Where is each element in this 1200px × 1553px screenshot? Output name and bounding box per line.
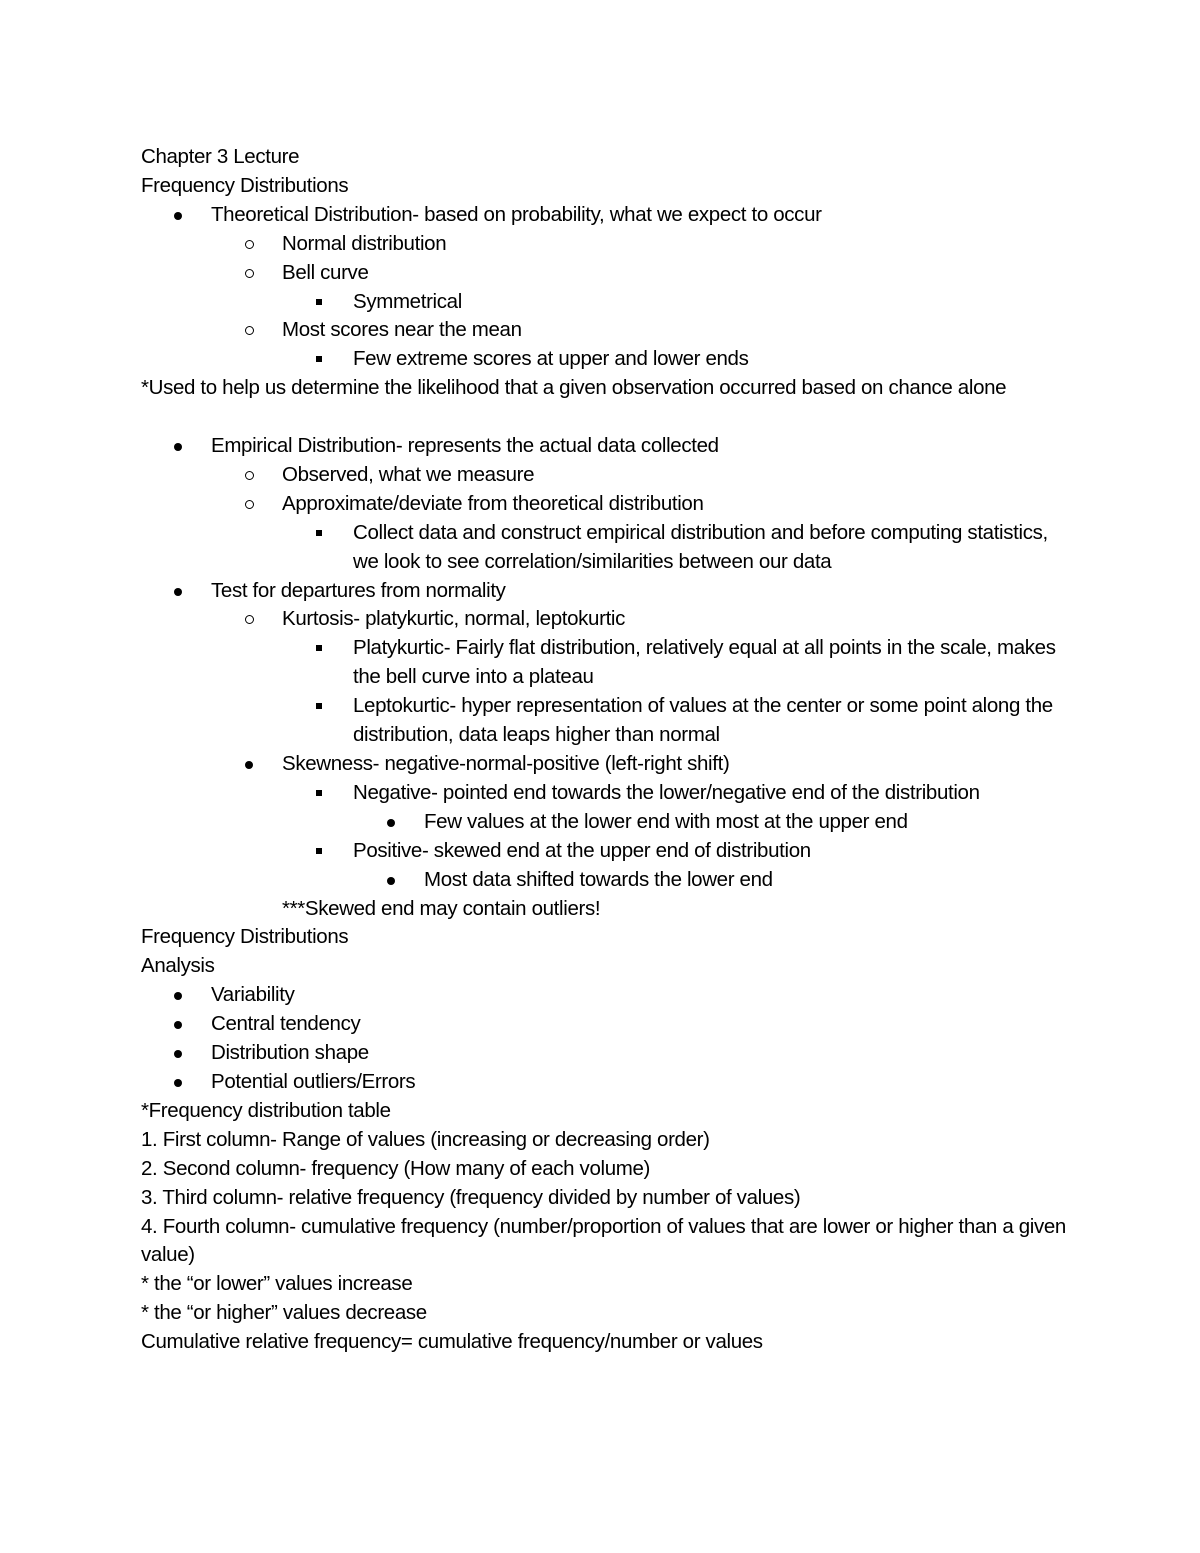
list-item xyxy=(141,519,1071,577)
list-item xyxy=(141,837,1071,866)
bullet-disc-icon xyxy=(174,1050,182,1058)
list-item-text: Observed, what we measure xyxy=(282,462,535,486)
list-item xyxy=(141,201,1071,230)
list-item-text: Variability xyxy=(211,983,295,1007)
table-step: 1. First column- Range of values (increasing or decreasing order) xyxy=(141,1127,710,1151)
table-step: 3. Third column- relative frequency (frequency divided by number of values) xyxy=(141,1185,801,1209)
list-item-text: Distribution shape xyxy=(211,1041,369,1065)
list-item xyxy=(141,779,1071,808)
list-item xyxy=(141,750,1071,779)
spacer xyxy=(141,403,1071,432)
section-heading-frequency-distributions: Frequency Distributions xyxy=(141,173,349,197)
list-item-text: Most data shifted towards the lower end xyxy=(424,867,773,891)
document-title: Chapter 3 Lecture xyxy=(141,145,300,168)
list-item xyxy=(141,605,1071,634)
table-step: 4. Fourth column- cumulative frequency (number/proportion of values that are lower or higher than a given value) xyxy=(141,1214,1066,1267)
list-item xyxy=(141,461,1071,490)
list-item-text: Approximate/deviate from theoretical distribution xyxy=(282,491,704,515)
bullet-square-icon xyxy=(316,645,322,651)
list-item-text: Collect data and construct empirical distribution and before computing statistics, we look to see correlation/similarities between our data xyxy=(353,520,1048,573)
list-item-text: Few extreme scores at upper and lower ends xyxy=(353,347,749,371)
list-item-text: Positive- skewed end at the upper end of distribution xyxy=(353,838,811,862)
list-item xyxy=(141,230,1071,259)
list-item-text: Normal distribution xyxy=(282,231,447,255)
bullet-square-icon xyxy=(316,703,322,709)
table-heading: *Frequency distribution table xyxy=(141,1098,391,1122)
bullet-circle-icon xyxy=(245,615,254,624)
bullet-circle-icon xyxy=(245,471,254,480)
bullet-circle-icon xyxy=(245,240,254,249)
bullet-square-icon xyxy=(316,790,322,796)
note-or-lower: * the “or lower” values increase xyxy=(141,1272,413,1296)
list-item xyxy=(141,345,1071,374)
note-or-higher: * the “or higher” values decrease xyxy=(141,1301,427,1325)
cumulative-relative-frequency: Cumulative relative frequency= cumulative frequency/number or values xyxy=(141,1330,763,1354)
list-item xyxy=(141,1010,1071,1039)
list-item xyxy=(141,490,1071,519)
bullet-disc-icon xyxy=(174,1079,182,1087)
bullet-disc-icon xyxy=(387,819,395,827)
list-item-text: Negative- pointed end towards the lower/negative end of the distribution xyxy=(353,780,980,804)
list-item-text: Platykurtic- Fairly flat distribution, relatively equal at all points in the scale, makes the bell curve into a plateau xyxy=(353,636,1056,689)
list-item xyxy=(141,866,1071,895)
bullet-square-icon xyxy=(316,299,322,305)
list-item xyxy=(141,316,1071,345)
list-item-text: Skewness- negative-normal-positive (left-right shift) xyxy=(282,752,730,776)
bullet-square-icon xyxy=(316,356,322,362)
analysis-heading: Analysis xyxy=(141,954,215,978)
bullet-disc-icon xyxy=(174,1021,182,1029)
list-item xyxy=(141,1068,1071,1097)
bullet-circle-icon xyxy=(245,269,254,278)
bullet-disc-icon xyxy=(174,212,182,220)
list-item xyxy=(141,1039,1071,1068)
list-item-text: Test for departures from normality xyxy=(211,578,506,602)
list-item xyxy=(141,692,1071,750)
list-item xyxy=(141,634,1071,692)
list-item-text: Kurtosis- platykurtic, normal, leptokurtic xyxy=(282,607,626,631)
bullet-disc-icon xyxy=(174,443,182,451)
list-item-text: Most scores near the mean xyxy=(282,318,522,342)
bullet-circle-icon xyxy=(245,500,254,509)
document-body xyxy=(141,143,1071,1357)
section-heading-frequency-distributions-2: Frequency Distributions xyxy=(141,925,349,949)
list-item-text: Theoretical Distribution- based on probability, what we expect to occur xyxy=(211,202,822,226)
list-item xyxy=(141,259,1071,288)
list-item-text: Leptokurtic- hyper representation of values at the center or some point along the distribution, data leaps higher than normal xyxy=(353,694,1053,747)
list-item-text: Potential outliers/Errors xyxy=(211,1069,416,1093)
list-item xyxy=(141,432,1071,461)
bullet-disc-icon xyxy=(387,877,395,885)
list-item-text: Central tendency xyxy=(211,1012,361,1036)
note-used: *Used to help us determine the likelihood that a given observation occurred based on chance alone xyxy=(141,376,1007,400)
note-outliers: ***Skewed end may contain outliers! xyxy=(282,896,601,920)
list-item-text: Empirical Distribution- represents the actual data collected xyxy=(211,434,719,458)
bullet-square-icon xyxy=(316,530,322,536)
list-item-text: Symmetrical xyxy=(353,289,462,313)
bullet-disc-icon xyxy=(174,588,182,596)
list-item xyxy=(141,808,1071,837)
list-item xyxy=(141,981,1071,1010)
list-item-text: Bell curve xyxy=(282,260,369,284)
bullet-disc-icon xyxy=(174,992,182,1000)
bullet-square-icon xyxy=(316,848,322,854)
list-item-text: Few values at the lower end with most at the upper end xyxy=(424,809,908,833)
list-item xyxy=(141,288,1071,317)
table-step: 2. Second column- frequency (How many of each volume) xyxy=(141,1156,651,1180)
bullet-circle-icon xyxy=(245,326,254,335)
bullet-disc-icon xyxy=(245,761,253,769)
list-item xyxy=(141,577,1071,606)
